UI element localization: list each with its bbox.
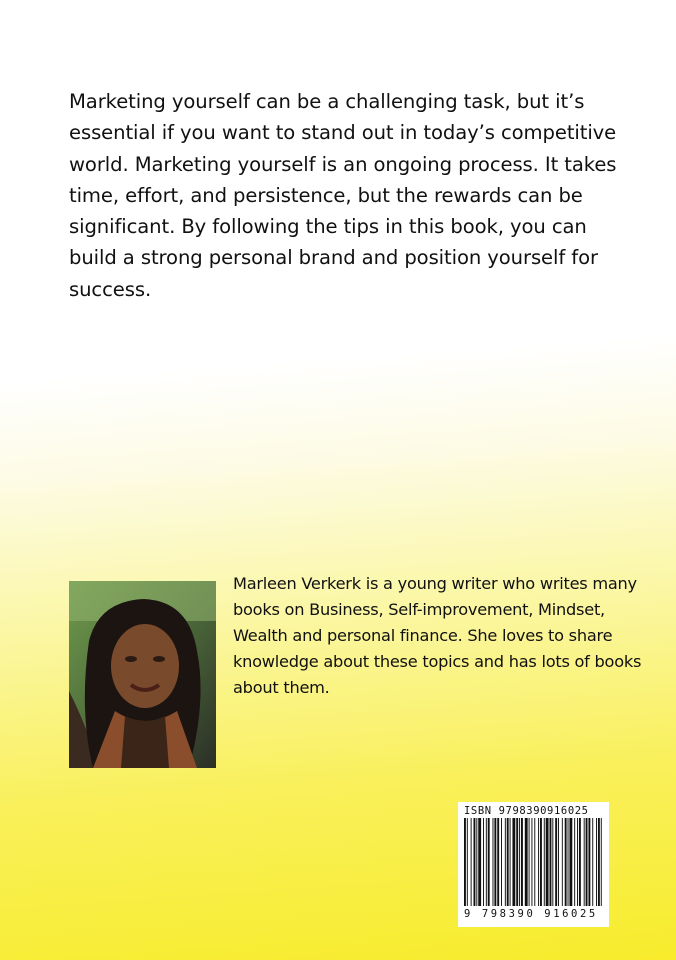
barcode-bar: [525, 818, 528, 906]
barcode-bar: [555, 818, 557, 906]
barcode-bar: [550, 818, 552, 906]
barcode-bar: [538, 818, 539, 906]
barcode-bar: [596, 818, 597, 906]
barcode-bar: [584, 818, 585, 906]
barcode-bar: [467, 818, 468, 906]
barcode-bar: [552, 818, 553, 906]
barcode-bar: [601, 818, 602, 906]
barcode-bar: [510, 818, 511, 906]
author-bio: Marleen Verkerk is a young writer who writes many books on Business, Self-improvement, Mindset, Wealth and personal finance. She loves to share knowledge about these topics and has lots of books about them.: [233, 574, 642, 697]
barcode-bar: [579, 818, 581, 906]
barcode-bar: [478, 818, 481, 906]
barcode-bar: [501, 818, 502, 906]
barcode-bar: [586, 818, 588, 906]
barcode-bar: [598, 818, 600, 906]
author-photo: [69, 581, 216, 768]
barcode-bar: [493, 818, 494, 906]
barcode-bar: [519, 818, 520, 906]
isbn-digits: 9 798390 916025: [464, 908, 598, 920]
barcode-bar: [568, 818, 569, 906]
barcode-bar: [577, 818, 578, 906]
isbn-label: ISBN 9798390916025: [464, 805, 589, 817]
barcode-bar: [529, 818, 530, 906]
barcode-bar: [488, 818, 490, 906]
barcode-bar: [565, 818, 567, 906]
barcode-bar: [588, 818, 590, 906]
barcode-bar: [531, 818, 532, 906]
barcode-bar: [497, 818, 499, 906]
barcode-bar: [540, 818, 542, 906]
barcode-bar: [558, 818, 559, 906]
barcode-bar: [574, 818, 575, 906]
barcode-bar: [494, 818, 496, 906]
barcode-bar: [476, 818, 477, 906]
barcode-bar: [486, 818, 487, 906]
barcode-bar: [483, 818, 484, 906]
barcode-bar: [507, 818, 509, 906]
barcode-bar: [464, 818, 466, 906]
barcode-bar: [505, 818, 506, 906]
barcode-bar: [516, 818, 518, 906]
barcode-bar: [534, 818, 535, 906]
barcode-bar: [592, 818, 593, 906]
barcode-bar: [474, 818, 476, 906]
barcode-bar: [521, 818, 523, 906]
barcode-bar: [569, 818, 572, 906]
barcode-bar: [546, 818, 549, 906]
barcode-bar: [544, 818, 545, 906]
barcode-bar: [471, 818, 472, 906]
back-cover-blurb: Marketing yourself can be a challenging task, but it’s essential if you want to stand out in today’s competitive world. Marketing yourself is an ongoing process. It takes time, effort, and persistence, but the rewards can be significant. By following the tips in this book, you can build a strong personal brand and position yourself for success.: [69, 90, 617, 301]
barcode-bar: [562, 818, 563, 906]
barcode-bar: [512, 818, 515, 906]
